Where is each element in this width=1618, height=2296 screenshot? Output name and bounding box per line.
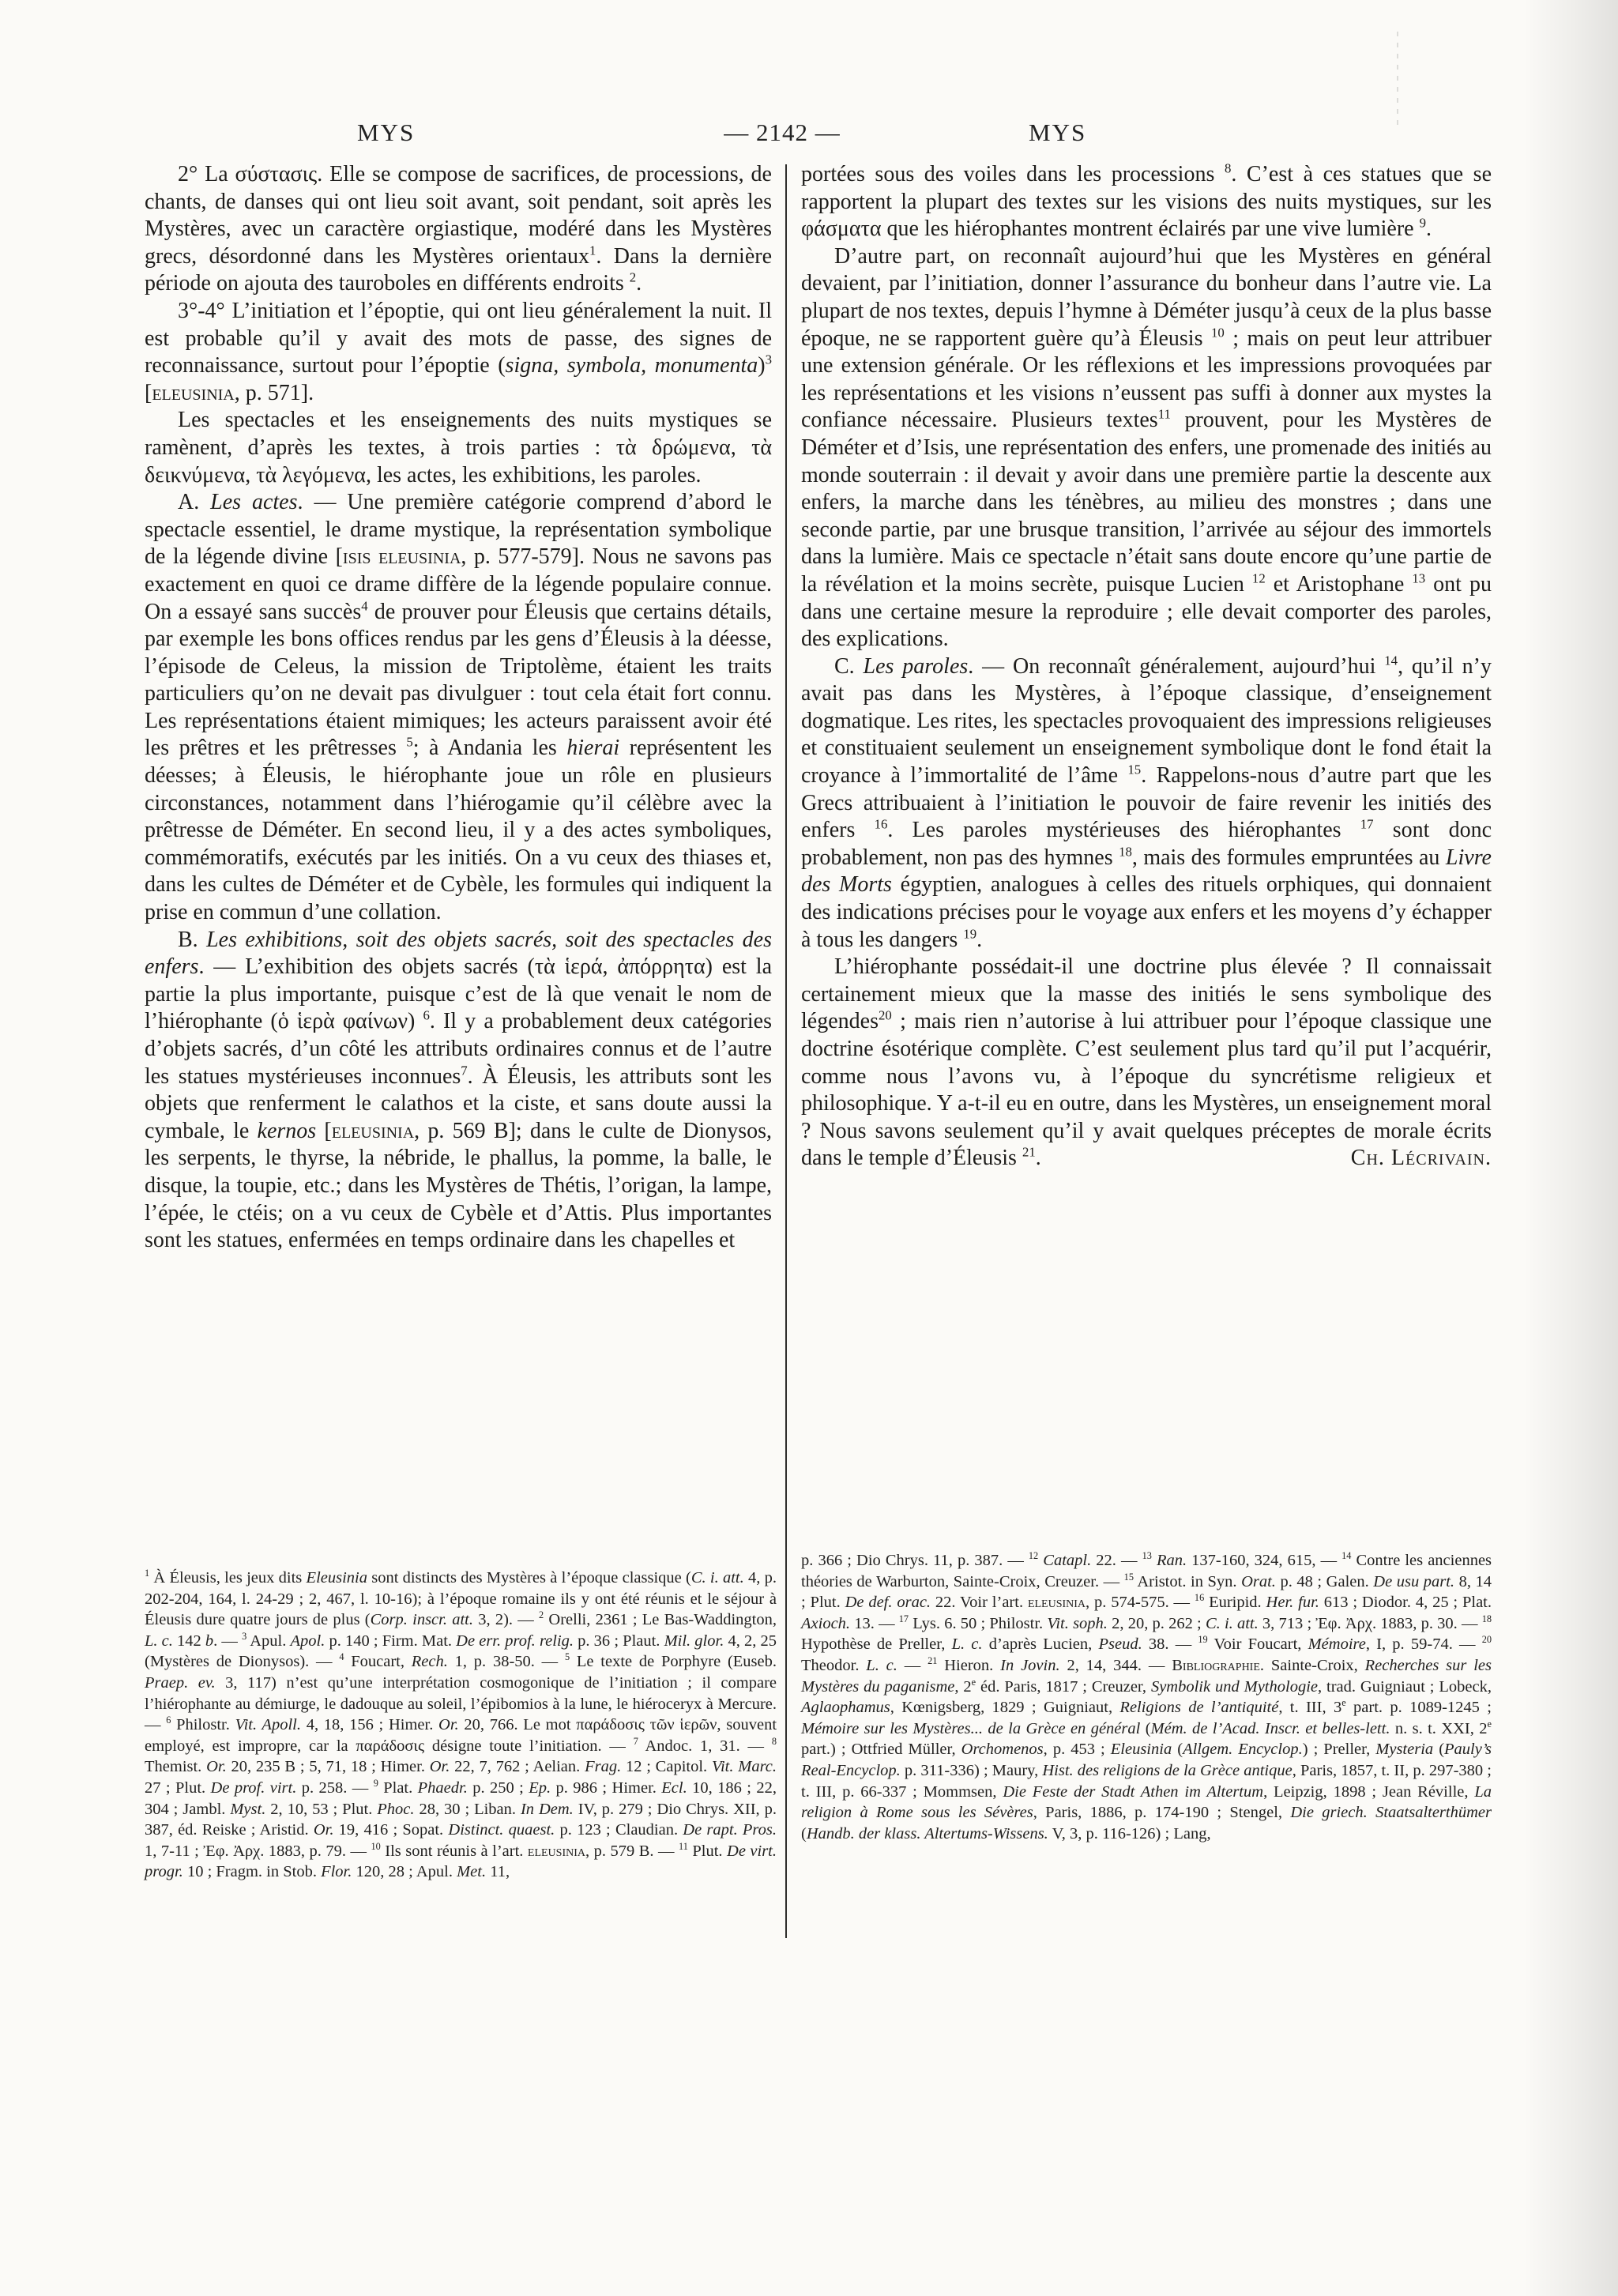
paragraph: 2° La σύστασις. Elle se compose de sacrifices, de processions, de chants, de danses qui ont lieu soit avant, soit pendant, soit après les Mystères, avec un caractère orgiastique, modéré dans les Mystères grecs, désordonné dans les Mystères orientaux$^1$. Dans la dernière période on ajouta des tauroboles en différents endroits $^2$. (145, 162, 772, 296)
footnotes-right-column: p. 366 ; Dio Chrys. 11, p. 387. — $^{12}$ Catapl. 22. — $^{13}$ Ran. 137-160, 324, 615, — $^{14}$ Contre les anciennes théories de Warburton, Sainte-Croix, Creuzer. — $^{15}$ Aristot. in Syn. Orat. p. 48 ; Galen. De usu part. 8, 14 ; Plut. De def. orac. 22. Voir l’art. eleusinia, p. 574-575. — $^{16}$ Euripid. Her. fur. 613 ; Diodor. 4, 25 ; Plat. Axioch. 13. — $^{17}$ Lys. 6. 50 ; Philostr. Vit. soph. 2, 20, p. 262 ; C. i. att. 3, 713 ; Ἐφ. Ἀρχ. 1883, p. 30. — $^{18}$ Hypothèse de Preller, L. c. d’après Lucien, Pseud. 38. — $^{19}$ Voir Foucart, Mémoire, I, p. 59-74. — $^{20}$ Theodor. L. c. — $^{21}$ Hieron. In Jovin. 2, 14, 344. — Bibliographie. Sainte-Croix, Recherches sur les Mystères du paganisme, 2e éd. Paris, 1817 ; Creuzer, Symbolik und Mythologie, trad. Guigniaut ; Lobeck, Aglaophamus, Kœnigsberg, 1829 ; Guigniaut, Religions de l’antiquité, t. III, 3e part. p. 1089-1245 ; Mémoire sur les Mystères... de la Grèce en général (Mém. de l’Acad. Inscr. et belles-lett. n. s. t. XXI, 2e part.) ; Ottfried Müller, Orchomenos, p. 453 ; Eleusinia (Allgem. Encyclop.) ; Preller, Mysteria (Pauly’s Real-Encyclop. p. 311-336) ; Maury, Hist. des religions de la Grèce antique, Paris, 1857, t. II, p. 297-380 ; t. III, p. 66-337 ; Mommsen, Die Feste der Stadt Athen im Altertum, Leipzig, 1898 ; Jean Réville, La religion à Rome sous les Sévères, Paris, 1886, p. 174-190 ; Stengel, Die griech. Staatsalterthümer (Handb. der klass. Altertums-Wissens. V, 3, p. 116-126) ; Lang, (801, 1550, 1492, 1842)
paragraph: L’hiérophante possédait-il une doctrine plus élevée ? Il connaissait certainement mieux que la masse des initiés le sens symbolique des légendes$^{20}$ ; mais rien n’autorise à lui attribuer pour l’époque classique une doctrine ésotérique complète. C’est seulement plus tard qu’il put l’acquérir, comme nous l’avons vu, à l’époque du syncrétisme religieux et philosophique. Y a-t-il eu en outre, dans les Mystères, un enseignement moral ? Nous savons seulement qu’il y avait quelques préceptes de morale écrits dans le temple d’Éleusis $^{21}$. Ch. Lécrivain. (801, 954, 1492, 1171)
paragraph: A. Les actes. — Une première catégorie comprend d’abord le spectacle essentiel, le drame mystique, la représentation symbolique de la légende divine [isis eleusinia, p. 577-579]. Nous ne savons pas exactement en quoi ce drame diffère de la légende populaire connue. On a essayé sans succès$^4$ de prouver pour Éleusis que certains détails, par exemple les bons offices rendus par les gens d’Éleusis à la déesse, l’épisode de Celeus, la mission de Triptolème, étaient les traits particuliers qu’on ne devait pas divulguer : tout cela était fort connu. Les représentations étaient mimiques; les acteurs paraissent avoir été les prêtres et les prêtresses $^5$; à Andania les hierai représentent les déesses; à Éleusis, le hiérophante joue un rôle en plusieurs circonstances, notamment dans l’hiérogamie qu’il célèbre avec la prêtresse de Déméter. En second lieu, il y a des actes symboliques, commémoratifs, exécutés par les initiés. On a vu ceux des thiases et, dans les cultes de Déméter et de Cybèle, les formules qui indiquent la prise en commun d’une collation. (145, 490, 773, 925)
main-text-right-column (801, 161, 1492, 1172)
paragraph: C. Les paroles. — On reconnaît généralement, aujourd’hui $^{14}$, qu’il n’y avait pas dans les Mystères, à l’époque classique, d’enseignement dogmatique. Les rites, les spectacles provoquaient des impressions religieuses et constituaient seulement un enseignement symbolique dont le fond était la croyance à l’immortalité de l’âme $^{15}$. Rappelons-nous d’autre part que les Grecs attribuaient à l’initiation le pouvoir de faire revenir les initiés des enfers $^{16}$. Les paroles mystérieuses des hiérophantes $^{17}$ sont donc probablement, non pas des hymnes $^{18}$, mais des formules empruntées au Livre des Morts égyptien, analogues à celles des rituels orphiques, qui donnaient des indications précises pour le voyage aux enfers et les moyens d’y échapper à tous les dangers $^{19}$. (801, 653, 1492, 952)
scan-edge-shadow (1523, 0, 1618, 2296)
paragraph: D’autre part, on reconnaît aujourd’hui que les Mystères en général devaient, par l’initiation, donner l’assurance du bonheur dans l’autre vie. La plupart de nos textes, depuis l’hymne à Déméter jusqu’à ceux de la plus basse époque, ne se rapportent guère qu’à Éleusis $^{10}$ ; mais on peut leur attribuer une extension générale. Or les réflexions et les impressions provoquées par les représentations et les visions n’eussent pas suffi à donner aux mystes la confiance nécessaire. Plusieurs textes$^{11}$ prouvent, pour les Mystères de Déméter et d’Isis, une représentation des enfers, une promenade des initiés au monde souterrain : il devait y avoir dans une première partie la descente aux enfers, la marche dans les ténèbres, au milieu des monstres ; dans une seconde partie, par une brusque transition, l’arrivée au séjour des immortels dans la lumière. Mais ce spectacle n’était sans doute encore qu’une partie de la révélation et la moins secrète, puisque Lucien $^{12}$ et Aristophane $^{13}$ ont pu dans une certaine mesure la reproduire ; elle devait comporter des paroles, des explications. (801, 243, 1492, 652)
paragraph-continuation: portées sous des voiles dans les processions $^8$. C’est à ces statues que se rapportent la plupart des textes sur les visions des nuits mystiques, sur les φάσματα que les hiérophantes montrent éclairés par une vive lumière $^9$. (801, 160, 1492, 242)
paragraph: B. Les exhibitions, soit des objets sacrés, soit des spectacles des enfers. — L’exhibition des objets sacrés (τὰ ἱερά, ἀπόρρητα) est la partie la plus importante, puisque c’est de là que venait le nom de l’hiérophante (ὁ ἱερὰ φαίνων) $^6$. Il y a probablement deux catégories d’objets sacrés, d’un côté les attributs ordinaires connus et de l’autre les statues mystérieuses inconnues$^7$. À Éleusis, les attributs sont les objets que renferment le calathos et la ciste, et sans doute aussi la cymbale, le kernos [eleusinia, p. 569 B]; dans le culte de Dionysos, les serpents, le thyrse, la nébride, le phallus, la pomme, la balle, le disque, la toupie, etc.; dans les Mystères de Thétis, l’origan, la lampe, l’épée, le ctéis; on a vu ceux de Cybèle et d’Attis. Plus importantes sont les statues, enfermées en temps ordinaire dans les chapelles et (145, 927, 772, 1253)
running-head-right: MYS (1029, 119, 1087, 146)
main-text-left-column (145, 161, 772, 1255)
paragraph: 3°-4° L’initiation et l’époptie, qui ont lieu généralement la nuit. Il est probable qu’il y avait des mots de passe, des signes de reconnaissance, surtout pour l’époptie (signa, symbola, monumenta)$^3$ [eleusinia, p. 571]. (145, 298, 772, 405)
paragraph: Les spectacles et les enseignements des nuits mystiques se ramènent, d’après les textes, à trois parties : τὰ δρώμενα, τὰ δεικνύμενα, τὰ λεγόμενα, les actes, les exhibitions, les paroles. (145, 408, 772, 487)
footnotes-left-column: $^1$ À Éleusis, les jeux dits Eleusinia sont distincts des Mystères à l’époque classique (C. i. att. 4, p. 202-204, 164, l. 24-29 ; 2, 467, l. 10-16); à l’époque romaine ils y ont été réunis et le séjour à Éleusis dure quatre jours de plus (Corp. inscr. att. 3, 2). — $^2$ Orelli, 2361 ; Le Bas-Waddington, L. c. 142 b. — $^3$ Apul. Apol. p. 140 ; Firm. Mat. De err. prof. relig. p. 36 ; Plaut. Mil. glor. 4, 2, 25 (Mystères de Dionysos). — $^4$ Foucart, Rech. 1, p. 38-50. — $^5$ Le texte de Porphyre (Euseb. Praep. ev. 3, 117) n’est qu’une interprétation cosmogonique de l’initiation ; il compare l’hiérophante au démiurge, le dadouque au soleil, l’épibomios à la lune, le hiéroceryx à Mercure. — $^6$ Philostr. Vit. Apoll. 4, 18, 156 ; Himer. Or. 20, 766. Le mot παράδοσις τῶν ἱερῶν, souvent employé, est impropre, car la παράδοσις désigne toute l’initiation. — $^7$ Andoc. 1, 31. — $^8$ Themist. Or. 20, 235 B ; 5, 71, 18 ; Himer. Or. 22, 7, 762 ; Aelian. Frag. 12 ; Capitol. Vit. Marc. 27 ; Plut. De prof. virt. p. 258. — $^9$ Plat. Phaedr. p. 250 ; Ep. p. 986 ; Himer. Ecl. 10, 186 ; 22, 304 ; Jambl. Myst. 2, 10, 53 ; Plut. Phoc. 28, 30 ; Liban. In Dem. IV, p. 279 ; Dio Chrys. XII, p. 387, éd. Reiske ; Aristid. Or. 19, 416 ; Sopat. Distinct. quaest. p. 123 ; Claudian. De rapt. Pros. 1, 7-11 ; Ἐφ. Ἀρχ. 1883, p. 79. — $^{10}$ Ils sont réunis à l’art. eleusinia, p. 579 B. — $^{11}$ Plut. De virt. progr. 10 ; Fragm. in Stob. Flor. 120, 28 ; Apul. Met. 11, (145, 1568, 777, 1881)
scan-artifact (1397, 32, 1398, 126)
page-number: — 2142 — (724, 119, 841, 146)
running-head-left: MYS (357, 119, 416, 146)
column-divider-rule (785, 164, 787, 1938)
